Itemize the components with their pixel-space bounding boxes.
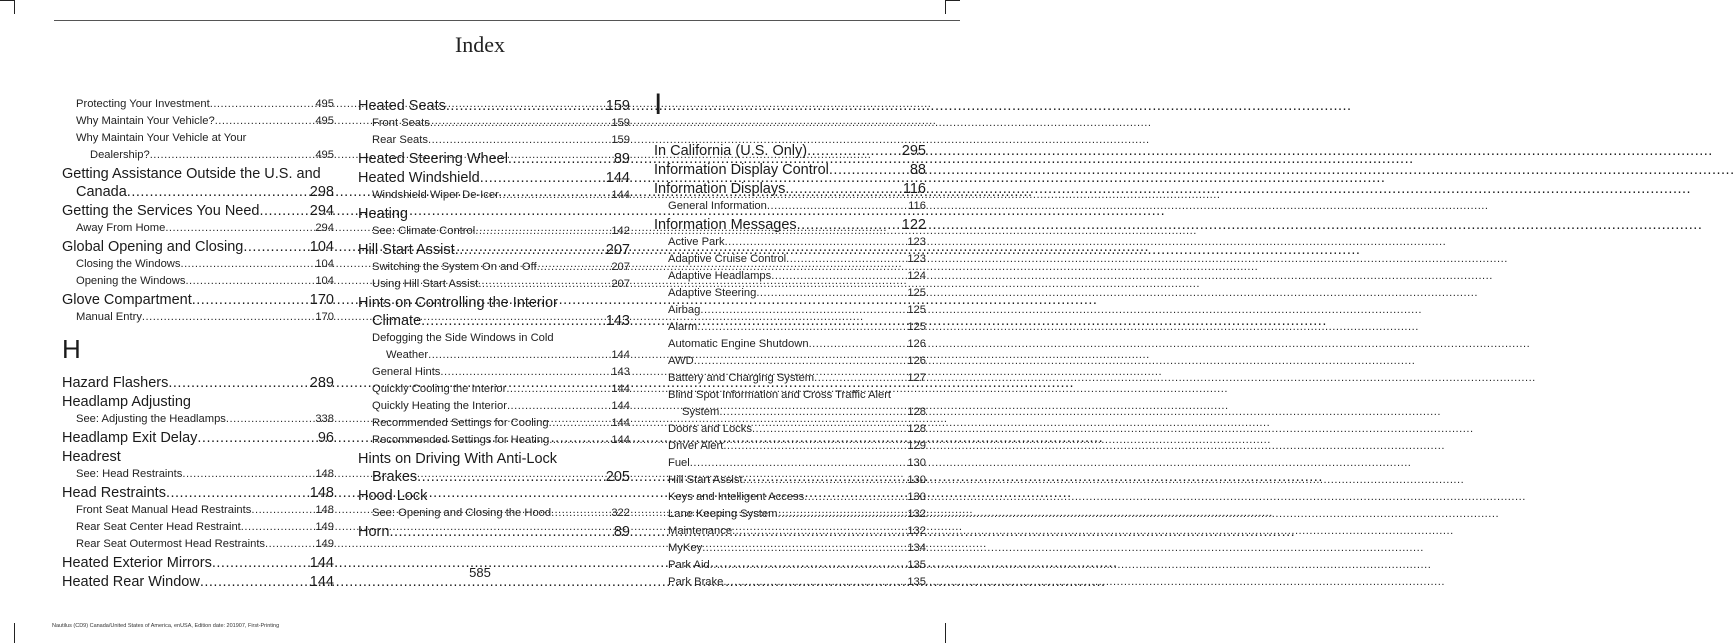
index-subentry — [654, 540, 926, 557]
index-subentry — [654, 353, 926, 370]
page-ref: 170 — [315, 311, 334, 323]
dot-leader — [166, 484, 310, 502]
dot-leader — [389, 523, 613, 541]
index-heading: Headlamp Adjusting — [62, 394, 191, 410]
page-ref: 338 — [315, 413, 334, 425]
dot-leader — [478, 276, 611, 293]
entry-text: Alarm — [668, 321, 698, 333]
entry-text: Recommended Settings for Cooling — [372, 417, 549, 429]
index-subentry — [358, 132, 630, 149]
dot-leader — [243, 238, 309, 256]
index-entry — [654, 161, 926, 179]
page-ref: 148 — [315, 468, 334, 480]
index-entry — [654, 180, 926, 198]
dot-leader — [809, 336, 908, 353]
index-subentry — [358, 259, 630, 276]
page-ref: 289 — [309, 375, 334, 391]
dot-leader — [697, 319, 907, 336]
index-subentry — [358, 115, 630, 132]
entry-text: Recommended Settings for Heating — [372, 434, 550, 446]
page-ref: 207 — [611, 261, 630, 273]
dot-leader — [804, 489, 907, 506]
index-subentry — [62, 502, 334, 519]
index-subentry — [62, 536, 334, 553]
dot-leader — [127, 183, 310, 201]
entry-text: Park Brake — [668, 576, 724, 588]
index-subentry-wrapped — [654, 387, 926, 421]
index-subentry — [358, 432, 630, 449]
crop-mark — [945, 0, 946, 14]
page-ref: 89 — [613, 151, 630, 167]
dot-leader — [549, 415, 612, 432]
entry-text: Rear Seat Center Head Restraint — [76, 521, 241, 533]
entry-text: MyKey — [668, 542, 703, 554]
entry-text: Switching the System On and Off — [372, 261, 537, 273]
page-ref: 129 — [907, 440, 926, 452]
dot-leader — [508, 150, 614, 168]
dot-leader — [168, 374, 309, 392]
index-entry-wrapped — [358, 294, 630, 330]
index-subentry — [654, 489, 926, 506]
dot-leader — [807, 142, 902, 160]
index-entry — [654, 142, 926, 160]
index-subentry — [358, 364, 630, 381]
entry-text: See: Head Restraints — [76, 468, 183, 480]
entry-continuation — [62, 183, 334, 201]
entry-text: Headlamp Exit Delay — [62, 430, 198, 446]
page-ref: 322 — [611, 507, 630, 519]
dot-leader — [732, 523, 907, 540]
crop-mark — [14, 623, 15, 643]
entry-text: Hazard Flashers — [62, 375, 169, 391]
entry-text: Information Displays — [654, 181, 786, 197]
page-ref: 170 — [309, 292, 334, 308]
entry-text: Why Maintain Your Vehicle? — [76, 115, 215, 127]
entry-text: Heated Steering Wheel — [358, 151, 508, 167]
entry-text: Active Park — [668, 236, 725, 248]
page-ref: 207 — [605, 242, 630, 258]
crop-mark — [14, 0, 15, 14]
dot-leader — [421, 312, 606, 330]
page-ref: 104 — [315, 258, 334, 270]
index-subentry — [654, 268, 926, 285]
entry-text: Maintenance — [668, 525, 733, 537]
dot-leader — [507, 398, 611, 415]
page-ref: 122 — [901, 217, 926, 233]
index-entry — [62, 374, 334, 392]
section-letter: I — [654, 88, 663, 121]
index-entry — [62, 291, 334, 309]
entry-text: Airbag — [668, 304, 701, 316]
entry-text: Global Opening and Closing — [62, 239, 244, 255]
entry-continuation — [654, 404, 926, 421]
page-ref: 148 — [315, 504, 334, 516]
index-entry — [358, 241, 630, 259]
entry-text: See: Opening and Closing the Hood — [372, 507, 552, 519]
page-ref: 88 — [909, 162, 926, 178]
index-subentry — [654, 506, 926, 523]
entry-text: System — [682, 406, 720, 418]
page-ref: 135 — [907, 559, 926, 571]
dot-leader — [797, 216, 902, 234]
page-ref: 135 — [907, 576, 926, 588]
page-ref: 149 — [315, 538, 334, 550]
entry-text: Using Hill Start Assist — [372, 278, 479, 290]
dot-leader — [767, 198, 908, 215]
index-heading: Headrest — [62, 449, 121, 465]
index-subentry — [62, 309, 334, 326]
index-column-2 — [358, 96, 630, 541]
dot-leader — [446, 97, 606, 115]
entry-text: Protecting Your Investment — [76, 98, 210, 110]
index-subentry — [62, 256, 334, 273]
entry-text: Adaptive Cruise Control — [668, 253, 787, 265]
entry-text: Manual Entry — [76, 311, 142, 323]
page-ref: 144 — [611, 383, 630, 395]
page-ref: 495 — [315, 98, 334, 110]
page-ref: 128 — [907, 406, 926, 418]
entry-text: Park Aid — [668, 559, 710, 571]
entry-text: Blind Spot Information and Cross Traffic Alert — [668, 389, 892, 401]
index-entry — [358, 523, 630, 541]
entry-text: Windshield Wiper De-Icer — [372, 189, 499, 201]
entry-text: See: Adjusting the Headlamps — [76, 413, 226, 425]
index-subentry — [654, 336, 926, 353]
entry-text: Information Messages — [654, 217, 797, 233]
dot-leader — [702, 540, 907, 557]
index-subentry — [654, 285, 926, 302]
dot-leader — [551, 505, 611, 522]
page-ref: 128 — [907, 423, 926, 435]
index-subentry — [62, 466, 334, 483]
index-subentry — [654, 198, 926, 215]
dot-leader — [417, 468, 606, 486]
dot-leader — [428, 347, 611, 364]
entry-text: AWD — [668, 355, 694, 367]
entry-text: Horn — [358, 524, 390, 540]
page-ref: 116 — [908, 200, 926, 212]
page-ref: 144 — [611, 349, 630, 361]
entry-text: Doors and Locks — [668, 423, 752, 435]
index-column-3 — [654, 88, 926, 591]
entry-continuation — [358, 312, 630, 330]
entry-text: Automatic Engine Shutdown — [668, 338, 809, 350]
dot-leader — [428, 132, 611, 149]
entry-text: Getting the Services You Need — [62, 203, 260, 219]
index-entry — [62, 484, 334, 502]
dot-leader — [430, 115, 612, 132]
page-ref: 126 — [907, 355, 926, 367]
section-letter: H — [62, 334, 81, 364]
dot-leader — [786, 251, 907, 268]
entry-text: In California (U.S. Only) — [654, 143, 808, 159]
page-ref: 144 — [605, 170, 630, 186]
entry-text: Weather — [386, 349, 429, 361]
page-ref: 132 — [907, 525, 926, 537]
index-entry — [358, 150, 630, 168]
entry-text: General Information — [668, 200, 767, 212]
page-ref: 294 — [315, 222, 334, 234]
page-ref: 495 — [315, 149, 334, 161]
dot-leader — [180, 256, 315, 273]
entry-text: Heated Exterior Mirrors — [62, 555, 212, 571]
page-ref: 495 — [315, 115, 334, 127]
dot-leader — [723, 438, 907, 455]
dot-leader — [777, 506, 907, 523]
index-subentry — [62, 96, 334, 113]
page-ref: 149 — [315, 521, 334, 533]
index-subentry — [654, 234, 926, 251]
index-column-1 — [62, 96, 334, 591]
index-entry-wrapped — [62, 165, 334, 201]
index-subentry-wrapped — [62, 130, 334, 164]
dot-leader — [265, 536, 315, 553]
entry-text: Heated Windshield — [358, 170, 480, 186]
page-ref: 144 — [611, 417, 630, 429]
page-ref: 125 — [907, 287, 926, 299]
entry-text: Front Seat Manual Head Restraints — [76, 504, 252, 516]
page-ref: 144 — [611, 434, 630, 446]
dot-leader — [719, 404, 907, 421]
page-ref: 298 — [309, 184, 334, 200]
dot-leader — [725, 234, 908, 251]
page-ref: 205 — [605, 469, 630, 485]
dot-leader — [150, 147, 316, 164]
page-ref: 126 — [907, 338, 926, 350]
entry-text: Defogging the Side Windows in Cold — [372, 332, 554, 344]
page-ref: 132 — [907, 508, 926, 520]
entry-text: Lane Keeping System — [668, 508, 778, 520]
entry-continuation — [358, 347, 630, 364]
index-subentry — [654, 438, 926, 455]
index-entry — [62, 202, 334, 220]
entry-text: Hints on Driving With Anti-Lock — [358, 451, 558, 467]
index-subentry — [358, 398, 630, 415]
dot-leader — [785, 180, 903, 198]
crop-mark — [946, 0, 960, 1]
entry-text: Rear Seats — [372, 134, 428, 146]
page-ref: 142 — [611, 225, 630, 237]
dot-leader — [165, 220, 315, 237]
index-subentry — [654, 370, 926, 387]
entry-text: Closing the Windows — [76, 258, 181, 270]
entry-text: Quickly Cooling the Interior — [372, 383, 507, 395]
index-heading: Hood Lock — [358, 488, 428, 504]
entry-text: Driver Alert — [668, 440, 724, 452]
page-ref: 295 — [901, 143, 926, 159]
dot-leader — [475, 223, 611, 240]
page-ref: 130 — [907, 474, 926, 486]
entry-text: General Hints — [372, 366, 441, 378]
dot-leader — [241, 519, 316, 536]
dot-leader — [182, 466, 315, 483]
dot-leader — [499, 187, 612, 204]
index-heading: Heating — [358, 206, 408, 222]
page-ref: 134 — [907, 542, 926, 554]
entry-text: Battery and Charging System — [668, 372, 815, 384]
page-ref: 104 — [315, 275, 334, 287]
index-subentry — [654, 455, 926, 472]
page-ref: 294 — [309, 203, 334, 219]
entry-text: Dealership? — [90, 149, 150, 161]
footer-edition-text: Nautilus (CD9) Canada/United States of America, enUSA, Edition date: 201907, First-Printing — [52, 623, 280, 629]
index-entry-wrapped — [358, 450, 630, 486]
entry-text: Hill Start Assist — [358, 242, 455, 258]
header-rule — [54, 20, 960, 21]
page-ref: 130 — [907, 457, 926, 469]
entry-continuation — [358, 468, 630, 486]
page-title: Index — [454, 32, 506, 57]
page-ref: 144 — [309, 555, 334, 571]
page-ref: 143 — [611, 366, 630, 378]
entry-text: Front Seats — [372, 117, 430, 129]
page-ref: 89 — [613, 524, 630, 540]
entry-text: Adaptive Steering — [668, 287, 757, 299]
crop-mark — [945, 623, 946, 643]
dot-leader — [251, 502, 315, 519]
dot-leader — [506, 381, 611, 398]
dot-leader — [260, 202, 310, 220]
entry-text: Canada — [76, 184, 127, 200]
page-number: 585 — [469, 565, 491, 580]
index-subentry — [654, 472, 926, 489]
dot-leader — [549, 432, 611, 449]
entry-text: Heated Seats — [358, 98, 446, 114]
entry-text: Getting Assistance Outside the U.S. and — [62, 166, 321, 182]
dot-leader — [226, 411, 315, 428]
index-subentry — [654, 523, 926, 540]
dot-leader — [185, 273, 315, 290]
entry-text: Adaptive Headlamps — [668, 270, 772, 282]
index-subentry — [62, 220, 334, 237]
page-ref: 159 — [605, 98, 630, 114]
dot-leader — [537, 259, 612, 276]
dot-leader — [743, 472, 908, 489]
entry-text: Quickly Heating the Interior — [372, 400, 507, 412]
index-subentry — [654, 302, 926, 319]
entry-text: Keys and Intelligent Access — [668, 491, 805, 503]
dot-leader — [690, 455, 908, 472]
page-ref: 148 — [309, 485, 334, 501]
entry-continuation — [62, 147, 334, 164]
index-subentry — [654, 251, 926, 268]
page-ref: 116 — [902, 181, 926, 197]
entry-text: Hill Start Assist — [668, 474, 743, 486]
page-ref: 124 — [907, 270, 926, 282]
index-subentry — [62, 113, 334, 130]
dot-leader — [700, 302, 907, 319]
page-ref: 159 — [611, 134, 630, 146]
entry-text: See: Climate Control — [372, 225, 476, 237]
page-ref: 104 — [309, 239, 334, 255]
entry-text: Why Maintain Your Vehicle at Your — [76, 132, 247, 144]
page-ref: 144 — [611, 189, 630, 201]
entry-text: Hints on Controlling the Interior — [358, 295, 558, 311]
page-ref: 144 — [611, 400, 630, 412]
dot-leader — [142, 309, 315, 326]
entry-text: Away From Home — [76, 222, 166, 234]
dot-leader — [752, 421, 907, 438]
index-subentry — [62, 273, 334, 290]
entry-text: Rear Seat Outermost Head Restraints — [76, 538, 266, 550]
index-subentry — [358, 415, 630, 432]
index-subentry — [62, 411, 334, 428]
page-ref: 125 — [907, 304, 926, 316]
index-entry — [62, 238, 334, 256]
entry-text: Head Restraints — [62, 485, 166, 501]
index-subentry-wrapped — [358, 330, 630, 364]
dot-leader — [192, 291, 310, 309]
entry-text: Brakes — [372, 469, 418, 485]
page-ref: 144 — [309, 574, 334, 590]
index-subentry — [358, 505, 630, 522]
index-subentry — [358, 381, 630, 398]
index-entry — [62, 429, 334, 447]
crop-mark — [0, 0, 14, 1]
index-entry — [358, 97, 630, 115]
dot-leader — [814, 370, 907, 387]
dot-leader — [210, 96, 316, 113]
index-subentry — [358, 187, 630, 204]
page-ref: 159 — [611, 117, 630, 129]
entry-text: Opening the Windows — [76, 275, 186, 287]
dot-leader — [197, 429, 317, 447]
dot-leader — [455, 241, 606, 259]
index-subentry — [62, 519, 334, 536]
index-subentry — [654, 319, 926, 336]
page-ref: 130 — [907, 491, 926, 503]
entry-text: Information Display Control — [654, 162, 829, 178]
entry-text: Climate — [372, 313, 422, 329]
dot-leader — [829, 161, 910, 179]
dot-leader — [215, 113, 316, 130]
entry-text: Fuel — [668, 457, 690, 469]
entry-text: Glove Compartment — [62, 292, 192, 308]
index-entry — [358, 169, 630, 187]
page-ref: 143 — [605, 313, 630, 329]
dot-leader — [756, 285, 907, 302]
entry-text: Heated Rear Window — [62, 574, 200, 590]
dot-leader — [480, 169, 606, 187]
index-subentry — [358, 276, 630, 293]
page-ref: 125 — [907, 321, 926, 333]
page-ref: 123 — [907, 236, 926, 248]
dot-leader — [771, 268, 907, 285]
index-subentry — [358, 223, 630, 240]
page-ref: 96 — [317, 430, 334, 446]
page-ref: 123 — [907, 253, 926, 265]
index-entry — [654, 216, 926, 234]
page-ref: 127 — [907, 372, 926, 384]
index-subentry — [654, 421, 926, 438]
dot-leader — [694, 353, 908, 370]
page-ref: 207 — [611, 278, 630, 290]
dot-leader — [440, 364, 611, 381]
